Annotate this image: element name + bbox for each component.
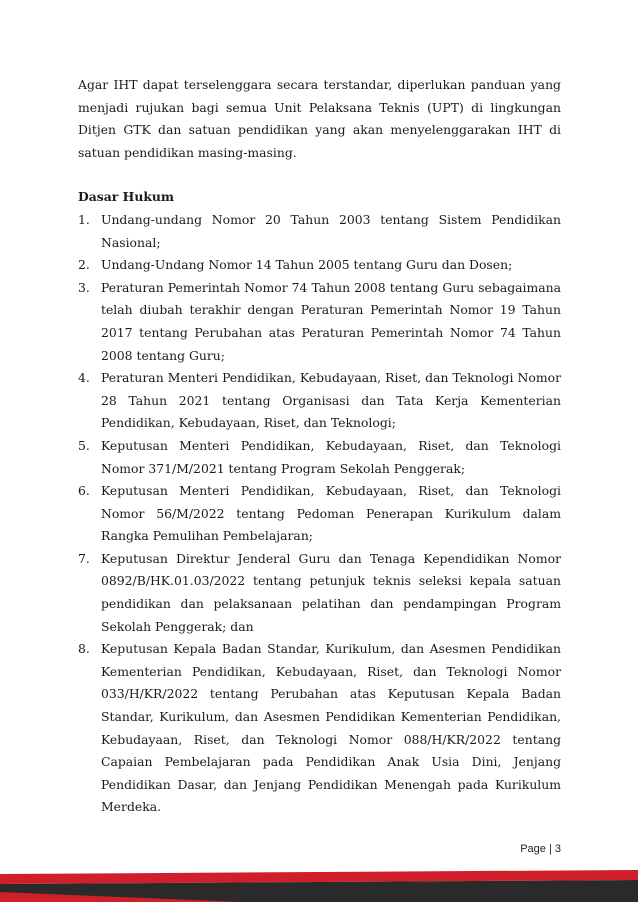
page-number: Page | 3 [520, 843, 561, 855]
list-item [78, 254, 561, 277]
list-item-text: Keputusan Direktur Jenderal Guru dan Tenaga Kependidikan Nomor 0892/B/HK.01.03/2022 tentang petunjuk teknis seleksi kepala satuan pendidikan dan pelaksanaan pelatihan dan pendampingan Program Sekolah Penggerak; dan [101, 550, 561, 634]
list-item-number: 8. [78, 641, 90, 657]
list-item-number: 3. [78, 279, 90, 295]
intro-paragraph: Agar IHT dapat terselenggara secara terstandar, diperlukan panduan yang menjadi rujukan bagi semua Unit Pelaksana Teknis (UPT) di lingkungan Ditjen GTK dan satuan pendidikan yang akan menyelenggarakan IHT di satuan pendidikan masing-masing. [78, 77, 561, 160]
list-item-number: 2. [78, 257, 90, 273]
document-body [78, 74, 561, 819]
list-item-number: 5. [78, 437, 90, 453]
list-item [78, 435, 561, 480]
list-item-text: Keputusan Kepala Badan Standar, Kurikulum, dan Asesmen Pendidikan Kementerian Pendidikan, Kebudayaan, Riset, dan Teknologi Nomor 033/H/KR/2022 tentang Perubahan atas Keputusan Kepala Badan Standar, Kurikulum, dan Asesmen Pendidikan Kementerian Pendidikan, Kebudayaan, Riset, dan Teknologi Nomor 088/H/KR/2022 tentang Capaian Pembelajaran pada Pendidikan Anak Usia Dini, Jenjang Pendidikan Dasar, dan Jenjang Pendidikan Menengah pada Kurikulum Merdeka. [101, 641, 561, 815]
list-item [78, 367, 561, 435]
legal-basis-list [78, 209, 561, 819]
list-item-text: Undang-undang Nomor 20 Tahun 2003 tentang Sistem Pendidikan Nasional; [101, 211, 561, 250]
list-item [78, 638, 561, 819]
list-item-text: Keputusan Menteri Pendidikan, Kebudayaan, Riset, dan Teknologi Nomor 371/M/2021 tentang Program Sekolah Penggerak; [101, 437, 561, 476]
list-item-number: 4. [78, 370, 90, 386]
list-item-text: Peraturan Menteri Pendidikan, Kebudayaan, Riset, dan Teknologi Nomor 28 Tahun 2021 tentang Organisasi dan Tata Kerja Kementerian Pendidikan, Kebudayaan, Riset, dan Teknologi; [101, 370, 561, 431]
list-item [78, 277, 561, 367]
list-item [78, 480, 561, 548]
list-item-text: Keputusan Menteri Pendidikan, Kebudayaan, Riset, dan Teknologi Nomor 56/M/2022 tentang Pedoman Penerapan Kurikulum dalam Rangka Pemulihan Pembelajaran; [101, 483, 561, 544]
list-item-text: Undang-Undang Nomor 14 Tahun 2005 tentang Guru dan Dosen; [101, 257, 513, 273]
list-item-number: 7. [78, 550, 90, 566]
section-title: Dasar Hukum [78, 189, 175, 205]
list-item-number: 6. [78, 483, 90, 499]
list-item-text: Peraturan Pemerintah Nomor 74 Tahun 2008 tentang Guru sebagaimana telah diubah terakhir dengan Peraturan Pemerintah Nomor 19 Tahun 2017 tentang Perubahan atas Peraturan Pemerintah Nomor 74 Tahun 2008 tentang Guru; [101, 279, 561, 363]
list-item-number: 1. [78, 211, 90, 227]
list-item [78, 548, 561, 638]
list-item [78, 209, 561, 254]
footer-decoration [0, 870, 638, 902]
